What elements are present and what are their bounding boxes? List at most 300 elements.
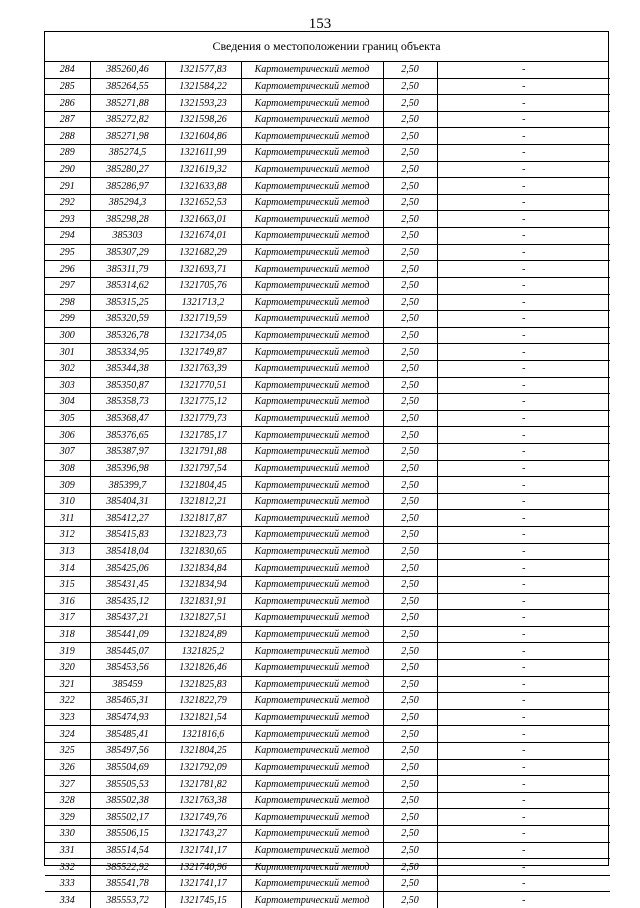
x-coordinate-cell: 385502,17 — [90, 809, 165, 826]
description-cell: - — [437, 261, 610, 278]
description-cell: - — [437, 111, 610, 128]
x-coordinate-cell: 385358,73 — [90, 394, 165, 411]
description-cell: - — [437, 659, 610, 676]
method-cell: Картометрический метод — [241, 161, 383, 178]
table-row — [45, 826, 610, 843]
description-cell: - — [437, 477, 610, 494]
table-row — [45, 244, 610, 261]
table-row — [45, 527, 610, 544]
x-coordinate-cell: 385465,31 — [90, 693, 165, 710]
y-coordinate-cell: 1321741,17 — [165, 875, 241, 892]
accuracy-cell: 2,50 — [383, 693, 437, 710]
accuracy-cell: 2,50 — [383, 277, 437, 294]
method-cell: Картометрический метод — [241, 211, 383, 228]
x-coordinate-cell: 385399,7 — [90, 477, 165, 494]
y-coordinate-cell: 1321682,29 — [165, 244, 241, 261]
point-number-cell: 291 — [45, 178, 90, 195]
method-cell: Картометрический метод — [241, 859, 383, 876]
y-coordinate-cell: 1321741,17 — [165, 842, 241, 859]
x-coordinate-cell: 385497,56 — [90, 742, 165, 759]
accuracy-cell: 2,50 — [383, 161, 437, 178]
method-cell: Картометрический метод — [241, 360, 383, 377]
y-coordinate-cell: 1321791,88 — [165, 444, 241, 461]
accuracy-cell: 2,50 — [383, 344, 437, 361]
description-cell: - — [437, 742, 610, 759]
table-row — [45, 394, 610, 411]
table-row — [45, 477, 610, 494]
description-cell: - — [437, 726, 610, 743]
x-coordinate-cell: 385280,27 — [90, 161, 165, 178]
accuracy-cell: 2,50 — [383, 726, 437, 743]
table-row — [45, 626, 610, 643]
description-cell: - — [437, 377, 610, 394]
y-coordinate-cell: 1321577,83 — [165, 62, 241, 78]
method-cell: Картометрический метод — [241, 277, 383, 294]
method-cell: Картометрический метод — [241, 560, 383, 577]
method-cell: Картометрический метод — [241, 477, 383, 494]
description-cell: - — [437, 410, 610, 427]
y-coordinate-cell: 1321831,91 — [165, 593, 241, 610]
method-cell: Картометрический метод — [241, 842, 383, 859]
description-cell: - — [437, 277, 610, 294]
point-number-cell: 310 — [45, 493, 90, 510]
method-cell: Картометрический метод — [241, 875, 383, 892]
y-coordinate-cell: 1321663,01 — [165, 211, 241, 228]
table-row — [45, 161, 610, 178]
y-coordinate-cell: 1321705,76 — [165, 277, 241, 294]
point-number-cell: 308 — [45, 460, 90, 477]
method-cell: Картометрический метод — [241, 826, 383, 843]
point-number-cell: 332 — [45, 859, 90, 876]
point-number-cell: 300 — [45, 327, 90, 344]
y-coordinate-cell: 1321824,89 — [165, 626, 241, 643]
point-number-cell: 288 — [45, 128, 90, 145]
y-coordinate-cell: 1321825,2 — [165, 643, 241, 660]
method-cell: Картометрический метод — [241, 294, 383, 311]
accuracy-cell: 2,50 — [383, 377, 437, 394]
accuracy-cell: 2,50 — [383, 244, 437, 261]
x-coordinate-cell: 385272,82 — [90, 111, 165, 128]
method-cell: Картометрический метод — [241, 410, 383, 427]
y-coordinate-cell: 1321822,79 — [165, 693, 241, 710]
y-coordinate-cell: 1321770,51 — [165, 377, 241, 394]
accuracy-cell: 2,50 — [383, 792, 437, 809]
accuracy-cell: 2,50 — [383, 427, 437, 444]
method-cell: Картометрический метод — [241, 693, 383, 710]
accuracy-cell: 2,50 — [383, 626, 437, 643]
description-cell: - — [437, 344, 610, 361]
description-cell: - — [437, 759, 610, 776]
table-row — [45, 344, 610, 361]
point-number-cell: 292 — [45, 194, 90, 211]
method-cell: Картометрический метод — [241, 327, 383, 344]
y-coordinate-cell: 1321785,17 — [165, 427, 241, 444]
y-coordinate-cell: 1321719,59 — [165, 311, 241, 328]
method-cell: Картометрический метод — [241, 427, 383, 444]
x-coordinate-cell: 385344,38 — [90, 360, 165, 377]
x-coordinate-cell: 385396,98 — [90, 460, 165, 477]
table-row — [45, 78, 610, 95]
y-coordinate-cell: 1321830,65 — [165, 543, 241, 560]
table-row — [45, 95, 610, 112]
x-coordinate-cell: 385307,29 — [90, 244, 165, 261]
table-row — [45, 327, 610, 344]
x-coordinate-cell: 385271,88 — [90, 95, 165, 112]
table-row — [45, 842, 610, 859]
method-cell: Картометрический метод — [241, 493, 383, 510]
accuracy-cell: 2,50 — [383, 576, 437, 593]
y-coordinate-cell: 1321821,54 — [165, 709, 241, 726]
x-coordinate-cell: 385404,31 — [90, 493, 165, 510]
point-number-cell: 319 — [45, 643, 90, 660]
description-cell: - — [437, 776, 610, 793]
point-number-cell: 301 — [45, 344, 90, 361]
table-row — [45, 211, 610, 228]
point-number-cell: 318 — [45, 626, 90, 643]
point-number-cell: 326 — [45, 759, 90, 776]
table-row — [45, 742, 610, 759]
boundary-table — [45, 62, 610, 908]
point-number-cell: 286 — [45, 95, 90, 112]
accuracy-cell: 2,50 — [383, 228, 437, 245]
x-coordinate-cell: 385514,54 — [90, 842, 165, 859]
x-coordinate-cell: 385445,07 — [90, 643, 165, 660]
point-number-cell: 314 — [45, 560, 90, 577]
table-body — [45, 62, 610, 908]
description-cell: - — [437, 527, 610, 544]
y-coordinate-cell: 1321823,73 — [165, 527, 241, 544]
table-row — [45, 261, 610, 278]
description-cell: - — [437, 311, 610, 328]
point-number-cell: 317 — [45, 610, 90, 627]
accuracy-cell: 2,50 — [383, 826, 437, 843]
table-row — [45, 493, 610, 510]
description-cell: - — [437, 626, 610, 643]
description-cell: - — [437, 444, 610, 461]
method-cell: Картометрический метод — [241, 543, 383, 560]
accuracy-cell: 2,50 — [383, 394, 437, 411]
accuracy-cell: 2,50 — [383, 892, 437, 908]
description-cell: - — [437, 244, 610, 261]
description-cell: - — [437, 161, 610, 178]
table-row — [45, 676, 610, 693]
point-number-cell: 299 — [45, 311, 90, 328]
point-number-cell: 302 — [45, 360, 90, 377]
description-cell: - — [437, 859, 610, 876]
table-row — [45, 228, 610, 245]
accuracy-cell: 2,50 — [383, 294, 437, 311]
method-cell: Картометрический метод — [241, 776, 383, 793]
method-cell: Картометрический метод — [241, 460, 383, 477]
table-row — [45, 809, 610, 826]
method-cell: Картометрический метод — [241, 128, 383, 145]
point-number-cell: 334 — [45, 892, 90, 908]
point-number-cell: 325 — [45, 742, 90, 759]
accuracy-cell: 2,50 — [383, 78, 437, 95]
description-cell: - — [437, 809, 610, 826]
description-cell: - — [437, 826, 610, 843]
table-row — [45, 610, 610, 627]
accuracy-cell: 2,50 — [383, 527, 437, 544]
description-cell: - — [437, 493, 610, 510]
x-coordinate-cell: 385437,21 — [90, 610, 165, 627]
accuracy-cell: 2,50 — [383, 875, 437, 892]
description-cell: - — [437, 327, 610, 344]
method-cell: Картометрический метод — [241, 178, 383, 195]
description-cell: - — [437, 510, 610, 527]
x-coordinate-cell: 385294,3 — [90, 194, 165, 211]
y-coordinate-cell: 1321604,86 — [165, 128, 241, 145]
table-row — [45, 360, 610, 377]
accuracy-cell: 2,50 — [383, 510, 437, 527]
method-cell: Картометрический метод — [241, 576, 383, 593]
x-coordinate-cell: 385271,98 — [90, 128, 165, 145]
point-number-cell: 303 — [45, 377, 90, 394]
x-coordinate-cell: 385303 — [90, 228, 165, 245]
y-coordinate-cell: 1321775,12 — [165, 394, 241, 411]
method-cell: Картометрический метод — [241, 95, 383, 112]
point-number-cell: 309 — [45, 477, 90, 494]
y-coordinate-cell: 1321693,71 — [165, 261, 241, 278]
table-row — [45, 444, 610, 461]
method-cell: Картометрический метод — [241, 194, 383, 211]
y-coordinate-cell: 1321816,6 — [165, 726, 241, 743]
point-number-cell: 329 — [45, 809, 90, 826]
accuracy-cell: 2,50 — [383, 311, 437, 328]
method-cell: Картометрический метод — [241, 510, 383, 527]
method-cell: Картометрический метод — [241, 377, 383, 394]
method-cell: Картометрический метод — [241, 809, 383, 826]
accuracy-cell: 2,50 — [383, 145, 437, 162]
table-title: Сведения о местоположении границ объекта — [45, 32, 608, 62]
method-cell: Картометрический метод — [241, 892, 383, 908]
point-number-cell: 323 — [45, 709, 90, 726]
x-coordinate-cell: 385320,59 — [90, 311, 165, 328]
description-cell: - — [437, 892, 610, 908]
point-number-cell: 294 — [45, 228, 90, 245]
table-row — [45, 560, 610, 577]
x-coordinate-cell: 385334,95 — [90, 344, 165, 361]
x-coordinate-cell: 385504,69 — [90, 759, 165, 776]
page-number: 153 — [308, 16, 332, 32]
table-row — [45, 427, 610, 444]
table-row — [45, 145, 610, 162]
table-row — [45, 111, 610, 128]
method-cell: Картометрический метод — [241, 444, 383, 461]
method-cell: Картометрический метод — [241, 62, 383, 78]
table-row — [45, 709, 610, 726]
y-coordinate-cell: 1321781,82 — [165, 776, 241, 793]
x-coordinate-cell: 385553,72 — [90, 892, 165, 908]
y-coordinate-cell: 1321825,83 — [165, 676, 241, 693]
point-number-cell: 290 — [45, 161, 90, 178]
table-row — [45, 377, 610, 394]
method-cell: Картометрический метод — [241, 593, 383, 610]
table-row — [45, 792, 610, 809]
point-number-cell: 324 — [45, 726, 90, 743]
x-coordinate-cell: 385441,09 — [90, 626, 165, 643]
description-cell: - — [437, 709, 610, 726]
table-row — [45, 875, 610, 892]
description-cell: - — [437, 78, 610, 95]
x-coordinate-cell: 385459 — [90, 676, 165, 693]
description-cell: - — [437, 178, 610, 195]
method-cell: Картометрический метод — [241, 111, 383, 128]
accuracy-cell: 2,50 — [383, 676, 437, 693]
method-cell: Картометрический метод — [241, 709, 383, 726]
x-coordinate-cell: 385315,25 — [90, 294, 165, 311]
point-number-cell: 305 — [45, 410, 90, 427]
accuracy-cell: 2,50 — [383, 493, 437, 510]
x-coordinate-cell: 385311,79 — [90, 261, 165, 278]
accuracy-cell: 2,50 — [383, 759, 437, 776]
y-coordinate-cell: 1321745,15 — [165, 892, 241, 908]
table-row — [45, 460, 610, 477]
y-coordinate-cell: 1321817,87 — [165, 510, 241, 527]
point-number-cell: 306 — [45, 427, 90, 444]
x-coordinate-cell: 385368,47 — [90, 410, 165, 427]
description-cell: - — [437, 875, 610, 892]
y-coordinate-cell: 1321804,25 — [165, 742, 241, 759]
point-number-cell: 313 — [45, 543, 90, 560]
table-row — [45, 410, 610, 427]
y-coordinate-cell: 1321734,05 — [165, 327, 241, 344]
accuracy-cell: 2,50 — [383, 128, 437, 145]
point-number-cell: 297 — [45, 277, 90, 294]
x-coordinate-cell: 385298,28 — [90, 211, 165, 228]
method-cell: Картометрический метод — [241, 344, 383, 361]
description-cell: - — [437, 593, 610, 610]
accuracy-cell: 2,50 — [383, 178, 437, 195]
x-coordinate-cell: 385502,38 — [90, 792, 165, 809]
table-row — [45, 178, 610, 195]
accuracy-cell: 2,50 — [383, 410, 437, 427]
y-coordinate-cell: 1321763,38 — [165, 792, 241, 809]
point-number-cell: 331 — [45, 842, 90, 859]
point-number-cell: 321 — [45, 676, 90, 693]
accuracy-cell: 2,50 — [383, 742, 437, 759]
point-number-cell: 284 — [45, 62, 90, 78]
point-number-cell: 328 — [45, 792, 90, 809]
method-cell: Картометрический метод — [241, 643, 383, 660]
x-coordinate-cell: 385260,46 — [90, 62, 165, 78]
point-number-cell: 316 — [45, 593, 90, 610]
method-cell: Картометрический метод — [241, 228, 383, 245]
point-number-cell: 320 — [45, 659, 90, 676]
accuracy-cell: 2,50 — [383, 62, 437, 78]
accuracy-cell: 2,50 — [383, 709, 437, 726]
table-row — [45, 543, 610, 560]
y-coordinate-cell: 1321804,45 — [165, 477, 241, 494]
description-cell: - — [437, 643, 610, 660]
x-coordinate-cell: 385350,87 — [90, 377, 165, 394]
accuracy-cell: 2,50 — [383, 327, 437, 344]
y-coordinate-cell: 1321763,39 — [165, 360, 241, 377]
accuracy-cell: 2,50 — [383, 360, 437, 377]
y-coordinate-cell: 1321633,88 — [165, 178, 241, 195]
table-row — [45, 294, 610, 311]
y-coordinate-cell: 1321797,54 — [165, 460, 241, 477]
x-coordinate-cell: 385326,78 — [90, 327, 165, 344]
y-coordinate-cell: 1321652,53 — [165, 194, 241, 211]
table-row — [45, 776, 610, 793]
table-row — [45, 892, 610, 908]
description-cell: - — [437, 693, 610, 710]
accuracy-cell: 2,50 — [383, 610, 437, 627]
boundary-table-frame — [44, 31, 609, 906]
x-coordinate-cell: 385485,41 — [90, 726, 165, 743]
x-coordinate-cell: 385418,04 — [90, 543, 165, 560]
description-cell: - — [437, 294, 610, 311]
accuracy-cell: 2,50 — [383, 593, 437, 610]
y-coordinate-cell: 1321619,32 — [165, 161, 241, 178]
accuracy-cell: 2,50 — [383, 543, 437, 560]
point-number-cell: 293 — [45, 211, 90, 228]
x-coordinate-cell: 385474,93 — [90, 709, 165, 726]
y-coordinate-cell: 1321792,09 — [165, 759, 241, 776]
description-cell: - — [437, 460, 610, 477]
point-number-cell: 333 — [45, 875, 90, 892]
table-row — [45, 759, 610, 776]
point-number-cell: 322 — [45, 693, 90, 710]
table-row — [45, 593, 610, 610]
accuracy-cell: 2,50 — [383, 211, 437, 228]
point-number-cell: 307 — [45, 444, 90, 461]
x-coordinate-cell: 385522,92 — [90, 859, 165, 876]
table-row — [45, 726, 610, 743]
x-coordinate-cell: 385274,5 — [90, 145, 165, 162]
description-cell: - — [437, 194, 610, 211]
x-coordinate-cell: 385425,06 — [90, 560, 165, 577]
point-number-cell: 304 — [45, 394, 90, 411]
accuracy-cell: 2,50 — [383, 659, 437, 676]
y-coordinate-cell: 1321611,99 — [165, 145, 241, 162]
y-coordinate-cell: 1321826,46 — [165, 659, 241, 676]
point-number-cell: 296 — [45, 261, 90, 278]
x-coordinate-cell: 385541,78 — [90, 875, 165, 892]
x-coordinate-cell: 385435,12 — [90, 593, 165, 610]
method-cell: Картометрический метод — [241, 626, 383, 643]
point-number-cell: 312 — [45, 527, 90, 544]
description-cell: - — [437, 543, 610, 560]
description-cell: - — [437, 211, 610, 228]
method-cell: Картометрический метод — [241, 394, 383, 411]
y-coordinate-cell: 1321834,84 — [165, 560, 241, 577]
method-cell: Картометрический метод — [241, 659, 383, 676]
y-coordinate-cell: 1321598,26 — [165, 111, 241, 128]
accuracy-cell: 2,50 — [383, 111, 437, 128]
accuracy-cell: 2,50 — [383, 444, 437, 461]
y-coordinate-cell: 1321827,51 — [165, 610, 241, 627]
accuracy-cell: 2,50 — [383, 477, 437, 494]
accuracy-cell: 2,50 — [383, 261, 437, 278]
x-coordinate-cell: 385264,55 — [90, 78, 165, 95]
y-coordinate-cell: 1321779,73 — [165, 410, 241, 427]
x-coordinate-cell: 385415,83 — [90, 527, 165, 544]
x-coordinate-cell: 385453,56 — [90, 659, 165, 676]
description-cell: - — [437, 792, 610, 809]
y-coordinate-cell: 1321713,2 — [165, 294, 241, 311]
x-coordinate-cell: 385505,53 — [90, 776, 165, 793]
y-coordinate-cell: 1321749,76 — [165, 809, 241, 826]
x-coordinate-cell: 385286,97 — [90, 178, 165, 195]
method-cell: Картометрический метод — [241, 610, 383, 627]
description-cell: - — [437, 427, 610, 444]
point-number-cell: 289 — [45, 145, 90, 162]
method-cell: Картометрический метод — [241, 78, 383, 95]
y-coordinate-cell: 1321749,87 — [165, 344, 241, 361]
description-cell: - — [437, 228, 610, 245]
